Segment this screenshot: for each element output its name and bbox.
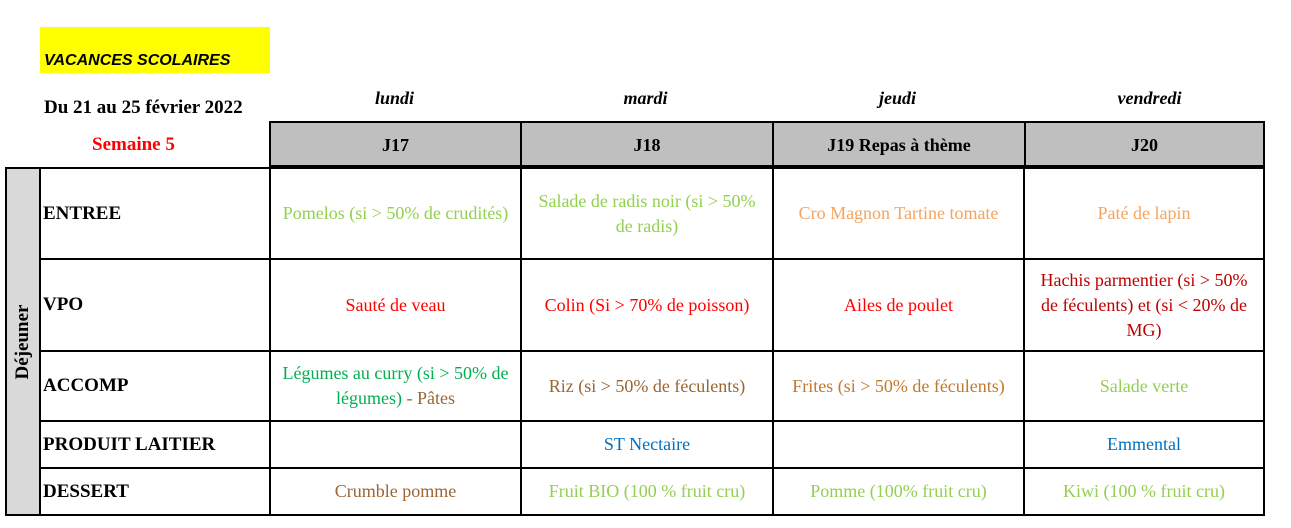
cell-laitier-vendredi: Emmental [1107,434,1181,454]
cell-accomp-jeudi: Frites (si > 50% de féculents) [792,375,1005,396]
day-jeudi: jeudi [878,88,916,108]
header-j17: J17 [382,134,409,155]
cell-entree-vendredi: Paté de lapin [1097,203,1191,223]
week-label: Semaine 5 [92,134,175,155]
row-label-dessert: DESSERT [43,480,129,502]
cell-laitier-jeudi [774,422,1023,467]
meal-label: Déjeuner [12,304,33,379]
cell-vpo-mardi: Colin (Si > 70% de poisson) [544,294,750,315]
cell-vpo-jeudi: Ailes de poulet [844,294,953,315]
date-range: Du 21 au 25 février 2022 [44,97,243,118]
header-j20: J20 [1131,134,1158,155]
day-vendredi: vendredi [1117,88,1182,108]
cell-entree-mardi: Salade de radis noir (si > 50% de radis) [538,190,756,236]
row-label-vpo: VPO [43,294,84,315]
cell-laitier-mardi: ST Nectaire [603,434,691,454]
menu-grid [39,167,1265,516]
cell-entree-lundi: Pomelos (si > 50% de crudités) [282,203,509,223]
cell-dessert-jeudi: Pomme (100% fruit cru) [810,481,987,501]
cell-accomp-mardi: Riz (si > 50% de féculents) [548,375,746,396]
header-j18: J18 [633,134,661,155]
accomp-lundi-legumes-text: Légumes au curry (si > 50% de légumes) [282,363,509,408]
row-label-produit-laitier: PRODUIT LAITIER [43,433,216,455]
day-lundi: lundi [374,88,415,108]
meal-sidebar [5,167,41,516]
header-j19: J19 Repas à thème [827,134,971,155]
holiday-banner [40,27,270,73]
accomp-lundi-pates-text: - Pâtes [401,388,455,408]
cell-laitier-lundi [271,422,520,467]
cell-accomp-lundi-text [273,361,518,411]
cell-accomp-lundi [271,352,520,420]
cell-dessert-lundi: Crumble pomme [334,481,457,501]
row-label-entree: ENTREE [43,202,122,224]
cell-dessert-vendredi: Kiwi (100 % fruit cru) [1063,481,1225,501]
cell-vpo-lundi: Sauté de veau [345,294,446,315]
header-row [269,121,1265,167]
cell-accomp-vendredi: Salade verte [1099,375,1189,396]
cell-entree-jeudi: Cro Magnon Tartine tomate [798,203,999,223]
day-mardi: mardi [623,88,668,108]
holiday-banner-text: VACANCES SCOLAIRES [44,52,231,69]
cell-vpo-vendredi: Hachis parmentier (si > 50% de féculents) et (si < 20% de MG) [1040,269,1248,340]
cell-dessert-mardi: Fruit BIO (100 % fruit cru) [548,481,746,501]
row-label-accomp: ACCOMP [43,375,129,396]
